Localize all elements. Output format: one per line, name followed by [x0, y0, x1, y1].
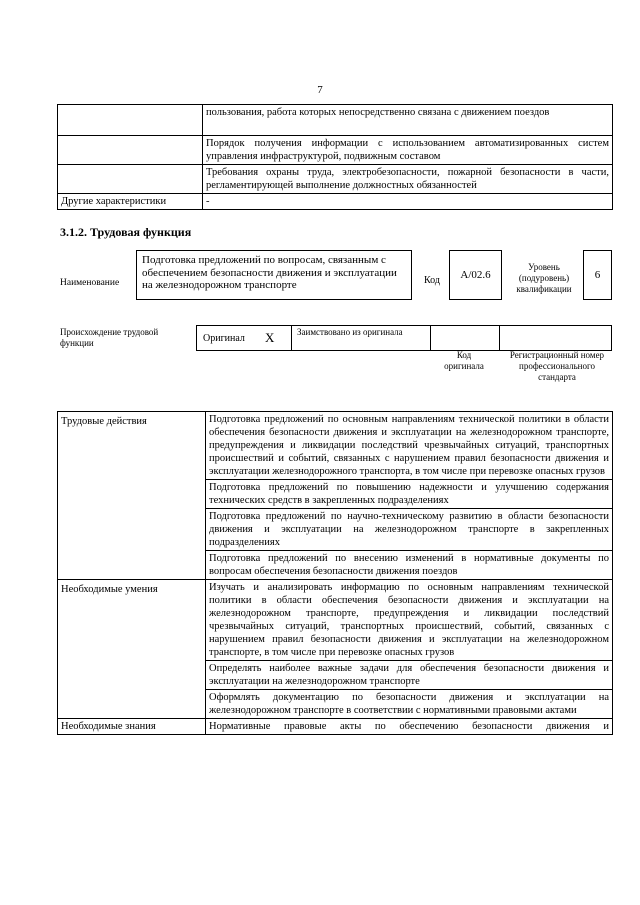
row-label [58, 105, 203, 136]
table-row [58, 719, 613, 735]
table-row [58, 194, 613, 210]
table-row [58, 165, 613, 194]
function-code-box: А/02.6 [449, 250, 502, 300]
original-label: Оригинал [203, 333, 245, 344]
code-original-caption: Код оригинала [444, 350, 484, 371]
table-row [58, 412, 613, 480]
reg-number-caption: Регистрационный номер профессионального стандарта [509, 350, 605, 382]
row-text: пользования, работа которых непосредственно связана с движением поездов [203, 105, 613, 136]
list-item: Определять наиболее важные задачи для обеспечения безопасности движения и эксплуатации на железнодорожном транспорте [206, 661, 613, 690]
section-label: Трудовые действия [58, 412, 206, 580]
section-title: 3.1.2. Трудовая функция [60, 225, 192, 239]
borrowed-label: Заимствовано из оригинала [297, 327, 403, 337]
table-row [58, 136, 613, 165]
row-label: Другие характеристики [58, 194, 203, 210]
origin-label: Происхождение трудовой функции [60, 327, 159, 348]
list-item: Изучать и анализировать информацию по основным направлениям технической политики в области обеспечения безопасности движения и эксплуатации на железнодорожном транспорте, предупреждения и ликвидации последствий чрезвычайных ситуаций, транспортных происшествий, событий, связанных с нарушением правил безопасности движения и эксплуатации на железнодорожном транспорте, в том числе при перевозке опасных грузов [206, 580, 613, 661]
borrowed-cell [291, 325, 431, 351]
labor-function-table [57, 411, 613, 735]
list-item: Нормативные правовые акты по обеспечению безопасности движения и [206, 719, 613, 735]
level-label: Уровень (подуровень) квалификации [516, 262, 572, 294]
list-item: Подготовка предложений по повышению надежности и улучшению содержания технических средств в закрепленных подразделениях [206, 480, 613, 509]
origin-row [196, 325, 612, 351]
page-number: 7 [317, 84, 323, 96]
reg-number-cell [499, 325, 612, 351]
row-label [58, 165, 203, 194]
list-item: Оформлять документацию по безопасности движения и эксплуатации на железнодорожном транспорте в соответствии с нормативными правовыми актами [206, 690, 613, 719]
table-row [58, 105, 613, 136]
row-text: - [203, 194, 613, 210]
original-cell [196, 325, 292, 351]
list-item: Подготовка предложений по научно-техническому развитию в области безопасности движения и эксплуатации на железнодорожном транспорте в закрепленных подразделениях [206, 509, 613, 551]
row-text: Порядок получения информации с использованием автоматизированных систем управления инфраструктурой, подвижным составом [203, 136, 613, 165]
list-item: Подготовка предложений по основным направлениям технической политики в области обеспечения безопасности движения и эксплуатации на железнодорожном транспорте, предупреждения и ликвидации последствий чрезвычайных ситуаций, транспортных происшествий и событий, связанных с нарушением правил безопасности движения и эксплуатации железнодорожного транспорта, в том числе при перевозке опасных грузов [206, 412, 613, 480]
section-label: Необходимые знания [58, 719, 206, 735]
row-label [58, 136, 203, 165]
list-item: Подготовка предложений по внесению изменений в нормативные документы по вопросам обеспечения безопасности движения поездов [206, 551, 613, 580]
table-row [58, 580, 613, 661]
function-name-box: Подготовка предложений по вопросам, связанным с обеспечением безопасности движения и эксплуатации на железнодорожном транспорте [136, 250, 412, 300]
top-continuation-table [57, 104, 613, 210]
row-text: Требования охраны труда, электробезопасности, пожарной безопасности в части, регламентирующей выполнение должностных обязанностей [203, 165, 613, 194]
code-original-cell [430, 325, 500, 351]
code-label: Код [424, 275, 440, 286]
name-label: Наименование [60, 278, 120, 288]
qualification-level-box: 6 [583, 250, 612, 300]
original-mark: X [265, 330, 275, 345]
section-label: Необходимые умения [58, 580, 206, 719]
